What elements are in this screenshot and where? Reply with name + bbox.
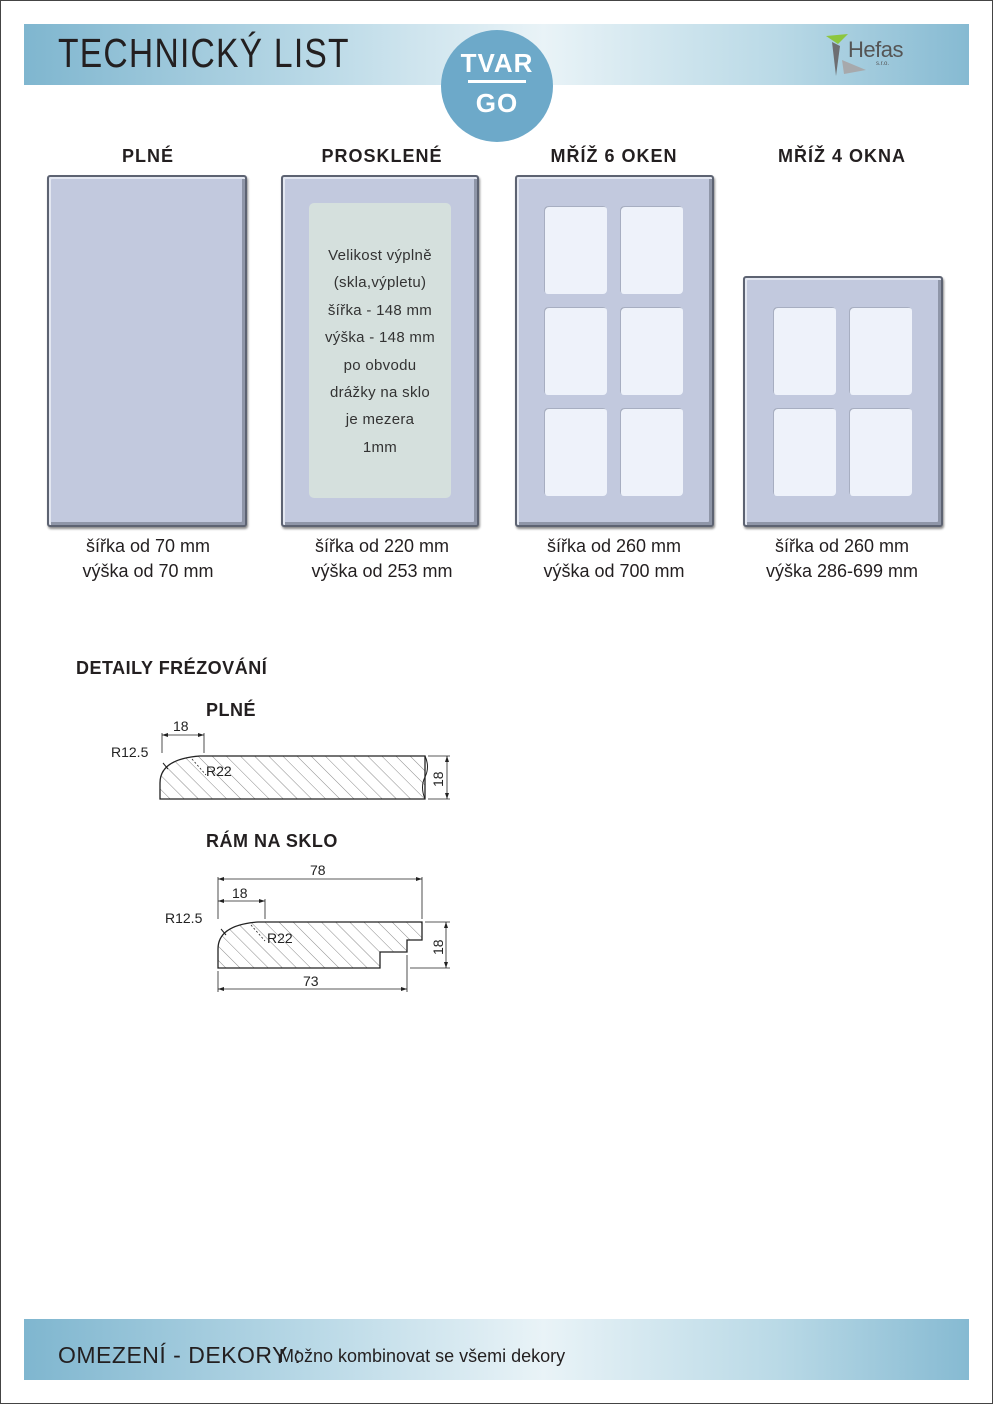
window-pane (849, 307, 912, 395)
glass-note-line: šířka - 148 mm (327, 301, 433, 319)
window-pane (544, 206, 607, 294)
radius-outer-label: R12.5 (111, 744, 149, 760)
logo-subtext: s.r.o. (876, 61, 890, 67)
type-title-mriz-6: MŘÍŽ 6 OKEN (550, 146, 678, 166)
window-pane (620, 408, 683, 496)
type-title-proskleneo: PROSKLENÉ (321, 146, 443, 166)
dim-width: šířka od 220 mm (314, 536, 450, 556)
dim-total-label: 78 (310, 862, 326, 878)
dim-height: výška od 700 mm (543, 561, 685, 581)
details-title: DETAILY FRÉZOVÁNÍ (76, 658, 268, 678)
dim-height: výška od 70 mm (82, 561, 214, 581)
glass-note (309, 242, 451, 461)
radius-inner-label: R22 (206, 763, 232, 779)
window-pane (544, 408, 607, 496)
dim-height: výška od 253 mm (311, 561, 453, 581)
badge-divider (468, 80, 526, 83)
dim-top-label: 18 (232, 885, 248, 901)
glass-note-line: po obvodu (343, 356, 417, 374)
dims-mriz-4 (722, 534, 962, 584)
glass-note-line: je mezera (345, 411, 415, 429)
door-panel-plne (47, 175, 247, 527)
profile-title-ram: RÁM NA SKLO (206, 831, 338, 851)
shape-badge (441, 30, 553, 142)
dim-height: výška 286-699 mm (765, 561, 919, 581)
window-pane (849, 408, 912, 496)
badge-value: GO (475, 88, 519, 118)
badge-label: TVAR (460, 48, 534, 78)
window-pane (544, 307, 607, 395)
footer-text: Možno kombinovat se všemi dekory (279, 1346, 566, 1366)
radius-outer-label: R12.5 (165, 910, 203, 926)
glass-note-line: výška - 148 mm (324, 329, 436, 347)
dim-width: šířka od 70 mm (85, 536, 211, 556)
profile-drawing-plne (100, 715, 460, 810)
profile-drawing-ram (155, 855, 465, 995)
radius-inner-label: R22 (267, 930, 293, 946)
window-pane (620, 307, 683, 395)
dim-width: šířka od 260 mm (774, 536, 910, 556)
dim-top-label: 18 (173, 718, 189, 734)
type-title-mriz-4: MŘÍŽ 4 OKNA (778, 146, 906, 166)
dim-bottom-label: 73 (303, 973, 319, 989)
thickness-label: 18 (430, 771, 446, 787)
window-pane (773, 307, 836, 395)
dim-width: šířka od 260 mm (546, 536, 682, 556)
document-title: TECHNICKÝ LIST (58, 30, 350, 76)
glass-note-line: Velikost výplně (328, 247, 432, 264)
profile-title-plne: PLNÉ (206, 700, 257, 720)
glass-note-line: 1mm (362, 438, 398, 456)
glass-note-line: drážky na sklo (329, 384, 431, 402)
logo-text: Hefas (848, 37, 903, 62)
thickness-label: 18 (430, 939, 446, 955)
window-pane (620, 206, 683, 294)
type-title-plne: PLNÉ (121, 146, 174, 166)
dims-plne (28, 534, 268, 584)
glass-note-line: (skla,výpletu) (333, 274, 427, 292)
window-pane (773, 408, 836, 496)
dims-mriz-6 (494, 534, 734, 584)
footer-label: OMEZENÍ - DEKORY : (58, 1342, 302, 1368)
dims-prosklene (262, 534, 502, 584)
